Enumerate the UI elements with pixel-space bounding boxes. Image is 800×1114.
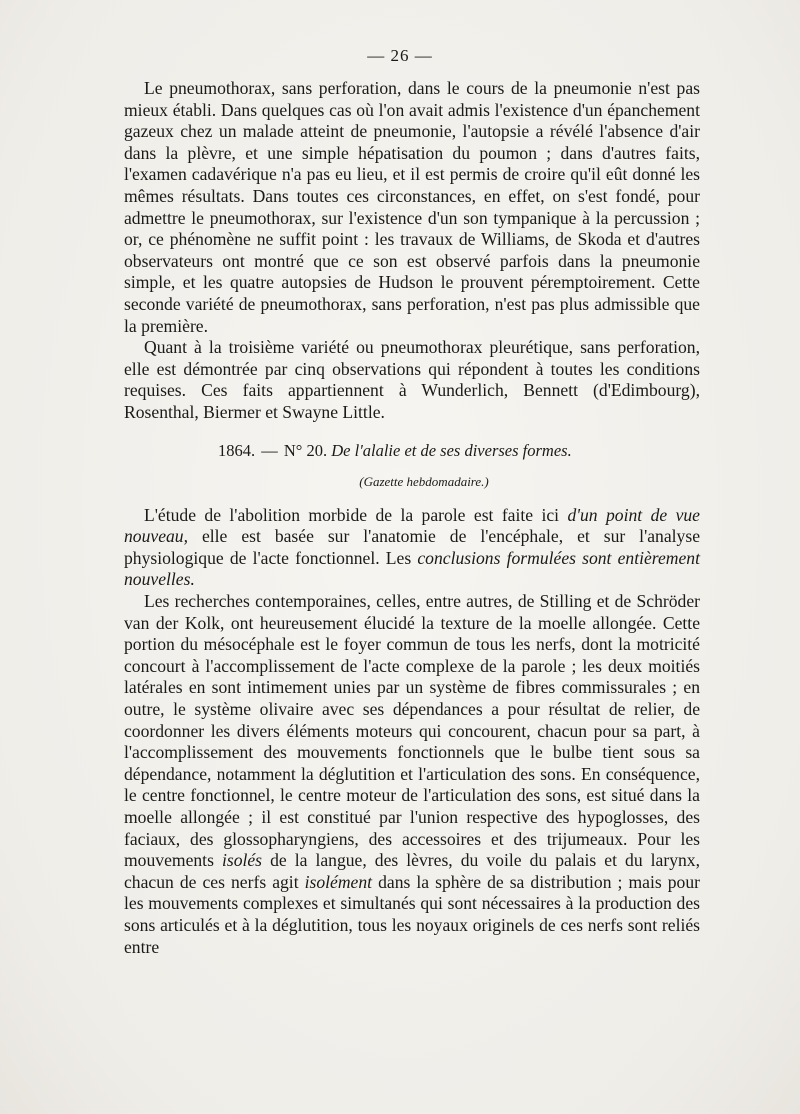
paragraph-pneumothorax-perforation: Le pneumothorax, sans perforation, dans le cours de la pneumonie n'est pas mieux établi. Dans quelques cas où l'on avait admis l'existence d'un épanchement gazeux chez un malade atteint de pneumonie, l'autopsie a révélé l'absence d'air dans la plèvre, et une simple hépatisation du poumon ; dans d'autres faits, l'examen cadavérique n'a pas eu lieu, et il est permis de croire qu'il eût donné les mêmes résultats. Dans toutes ces circonstances, en effet, on s'est fondé, pour admettre le pneumothorax, sur l'existence d'un son tympanique à la percussion ; or, ce phénomène ne suffit point : les travaux de Williams, de Skoda et d'autres observateurs ont montré que ce son est observé parfois dans la pneumonie simple, et les quatre autopsies de Hudson le prouvent péremptoirement. Cette seconde variété de pneumothorax, sans perforation, n'est pas plus admissible que la première. [124,78,700,336]
entry-source: (Gazette hebdomadaire.) [359,474,489,490]
entry-dash: — [261,440,278,460]
paragraph-alalie-study: L'étude de l'abolition morbide de la parole est faite ici d'un point de vue nouveau, elle est basée sur l'anatomie de l'encéphale, et sur l'analyse physiologique de l'acte fonctionnel. Les conclusions formulées sont entièrement nouvelles. [124,504,700,590]
entry-number: N° 20. [283,440,328,460]
entry-year: 1864. [218,440,256,460]
emphasis-isoles: isolés [221,850,263,871]
emphasis-isolement: isolément [304,871,373,892]
page-number: — 26 — [367,46,433,65]
emphasis-new-conclusions: conclusions formulées sont entièrement nouvelles. [124,547,700,590]
emphasis-new-viewpoint: d'un point de vue nouveau, [124,504,700,547]
bibliography-entry [124,440,700,462]
entry-title: De l'alalie et de ses diverses formes. [331,440,572,460]
paragraph-third-variety: Quant à la troisième variété ou pneumothorax pleurétique, sans perforation, elle est démontrée par cinq observations qui répondent à toutes les conditions requises. Ces faits appartiennent à Wunderlich, Bennett (d'Edimbourg), Rosenthal, Biermer et Swayne Little. [124,337,700,422]
body-text [124,78,700,958]
paragraph-contemporary-research: Les recherches contemporaines, celles, entre autres, de Stilling et de Schröder van der Kolk, ont heureusement élucidé la texture de la moelle allongée. Cette portion du mésocéphale est le foyer commun de tous les nerfs, dont la motricité concourt à l'accomplissement de l'acte complexe de la parole ; les deux moitiés latérales en sont intimement unies par un système de fibres commissurales ; en outre, le système olivaire avec ses dépendances a pour résultat de relier, de coordonner les divers éléments moteurs qui concourent, chacun pour sa part, à l'accomplissement des mouvements fonctionnels que le bulbe tient sous sa dépendance, notamment la déglutition et l'articulation des sons. En conséquence, le centre fonctionnel, le centre moteur de l'articulation des sons, est situé dans la moelle allongée ; il est constitué par l'union respective des hypoglosses, des faciaux, des glossopharyngiens, des accessoires et des trijumeaux. Pour les mouvements isolés de la langue, des lèvres, du voile du palais et du larynx, chacun de ces nerfs agit isolément dans la sphère de sa distribution ; mais pour les mouvements complexes et simultanés qui sont nécessaires à la production des sons articulés et à la déglutition, tous les noyaux originels de ces nerfs sont reliés entre [124,591,700,957]
